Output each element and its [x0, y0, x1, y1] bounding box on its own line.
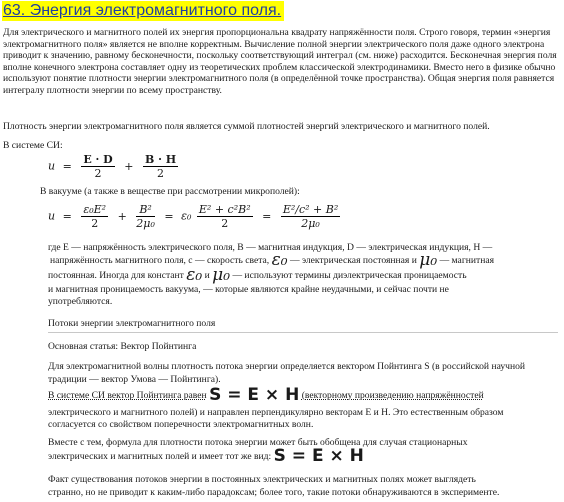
legend-text: постоянная. Иногда для констант [48, 270, 184, 281]
legend-line-4: и магнитная проницаемость вакуума, — которые являются крайне неудачными, и сейчас почти не [48, 284, 449, 295]
formula-eq: = [262, 209, 272, 223]
poynting-text: электрических и магнитных полей и имеет тот же вид: [48, 451, 272, 462]
legend-line-1: где E — напряжённость электрического поля, B — магнитная индукция, D — электрическая индукция, H — [48, 242, 493, 253]
fraction-numerator: E² + c²B² [198, 203, 251, 216]
legend-line-5: употребляются. [48, 296, 113, 307]
poynting-paragraph-3-line-1: Вместе с тем, формула для плотности потока энергии может быть обобщена для случая стационарных [48, 437, 468, 448]
intro-paragraph: Для электрического и магнитного полей их энергия пропорциональна квадрату напряжённости поля. Строго говоря, термин «энергия электромагнитного поля» является не вполне корректным. Вычисление полной энергии электрического поля даже одного электрона приводит к значению, равному бесконечности, поскольку соответствующий интеграл (см. ниже) расходится. Бесконечная энергия поля вполне конечного электрона составляет одну из теоретических проблем классической электродинамики. Вместо него в физике обычно используют понятие плотности энергии электромагнитного поля (в определённой точке пространства). Общая энергия поля равняется интегралу плотности энергии по всему пространству. [3, 27, 557, 96]
fraction-denominator: 2 [94, 167, 102, 180]
fraction-ED [81, 153, 114, 180]
mu0-symbol: μ₀ [419, 250, 438, 270]
poynting-paragraph-4-line-2: странно, но не приводит к каким-либо парадоксам; более того, такие потоки обнаруживаются в эксперименте. [48, 487, 500, 498]
section-divider [48, 332, 558, 333]
legend-text: напряжённость магнитного поля, c — скорость света, [50, 255, 270, 266]
section-subheading: Потоки энергии электромагнитного поля [48, 318, 216, 329]
formula-eps0: ε₀ [181, 209, 192, 223]
formula-eq: = [62, 159, 72, 173]
fraction-numerator: B² [136, 203, 155, 217]
eps0-symbol: ε₀ [186, 265, 203, 285]
si-label: В системе СИ: [3, 140, 63, 151]
fraction-e0E2 [81, 203, 108, 230]
fraction-E2c2 [281, 203, 340, 230]
poynting-text: (векторному произведению напряжённостей [301, 390, 484, 401]
poynting-paragraph-2 [48, 385, 560, 405]
fraction-denominator: 2 [157, 167, 165, 180]
legend-text: и [204, 270, 210, 281]
fraction-B2 [136, 203, 155, 230]
formula-eq: = [62, 209, 72, 223]
formula-eq: = [164, 209, 174, 223]
mu0-symbol: μ₀ [212, 265, 231, 285]
vacuum-label: В вакууме (а также в веществе при рассмотрении микрополей): [40, 186, 300, 197]
legend-line-3 [48, 265, 560, 285]
fraction-denominator: 2 [91, 217, 99, 230]
fraction-BH [143, 153, 178, 180]
fraction-denominator: 2 [221, 217, 229, 230]
formula-u: u [48, 159, 56, 173]
fraction-denominator: 2μ₀ [136, 217, 155, 230]
legend-line-2 [50, 250, 562, 270]
page-title: 63. Энергия электромагнитного поля. [2, 1, 284, 21]
poynting-paragraph-3-line-2 [48, 446, 560, 466]
formula-plus: + [124, 159, 134, 173]
fraction-numerator: E · D [83, 153, 113, 166]
poynting-paragraph-4-line-1: Факт существования потоков энергии в постоянных электрических и магнитных полях может выглядеть [48, 474, 476, 485]
vacuum-energy-formula [48, 203, 342, 230]
density-intro: Плотность энергии электромагнитного поля является суммой плотностей энергий электрического и магнитного полей. [3, 121, 490, 132]
legend-text: — электрическая постоянная и [289, 255, 417, 266]
fraction-numerator: ε₀E² [83, 203, 107, 216]
poynting-paragraph-2-line-2: электрического и магнитного полей) и направлен перпендикулярно векторам E и H. Это естественным образом [48, 407, 504, 418]
legend-text: — магнитная [439, 255, 495, 266]
si-energy-formula [48, 153, 180, 180]
poynting-paragraph-2-line-3: согласуется со свойством поперечности электромагнитных волн. [48, 419, 314, 430]
formula-u: u [48, 209, 56, 223]
poynting-formula: S = E × H [273, 446, 364, 466]
eps0-symbol: ε₀ [271, 250, 288, 270]
formula-plus: + [117, 209, 127, 223]
poynting-text: В системе СИ вектор Пойнтинга равен [48, 390, 207, 401]
fraction-numerator: B · H [144, 153, 177, 166]
fraction-E2c2B2 [197, 203, 253, 230]
fraction-numerator: E²/c² + B² [282, 203, 339, 216]
poynting-paragraph-1: Для электромагнитной волны плотность потока энергии определяется вектором Пойнтинга S (в российской научной традиции — вектор Умова — Пойнтинга). [48, 361, 526, 385]
fraction-denominator: 2μ₀ [301, 217, 320, 230]
poynting-formula: S = E × H [209, 385, 300, 405]
main-article-link[interactable]: Основная статья: Вектор Пойнтинга [48, 341, 197, 352]
legend-text: — используют термины диэлектрическая проницаемость [232, 270, 467, 281]
